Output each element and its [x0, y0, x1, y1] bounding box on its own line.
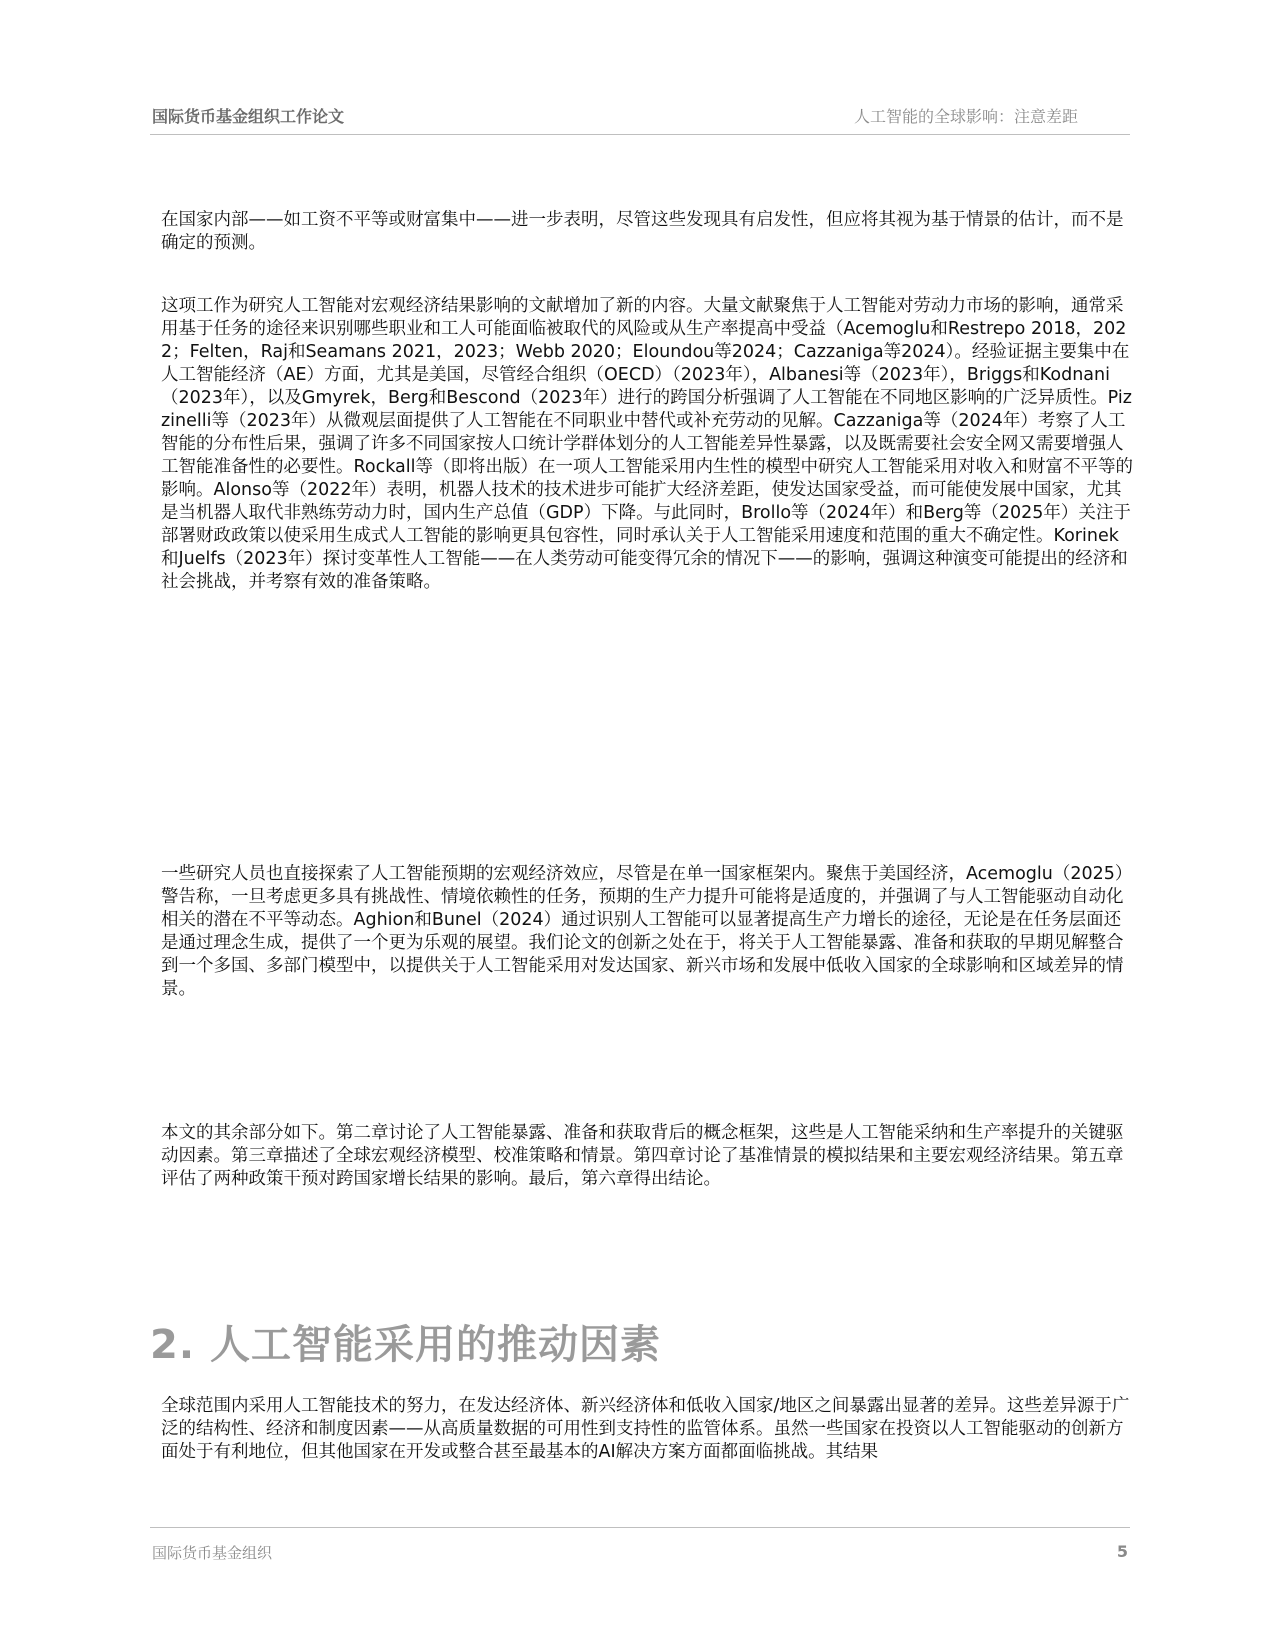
header-paper-title: 人工智能的全球影响：注意差距	[853, 107, 1078, 126]
footer-organization: 国际货币基金组织	[152, 1544, 273, 1562]
page-number: 5	[1116, 1542, 1128, 1561]
body-paragraph-1: 在国家内部——如工资不平等或财富集中——进一步表明，尽管这些发现具有启发性，但应将其视为基于情景的估计，而不是确定的预测。	[161, 210, 1124, 253]
body-paragraph-3: 一些研究人员也直接探索了人工智能预期的宏观经济效应，尽管是在单一国家框架内。聚焦于美国经济，Acemoglu（2025）警告称，一旦考虑更多具有挑战性、情境依赖性的任务，预期的生产力提升可能将是适度的，并强调了与人工智能驱动自动化相关的潜在不平等动态。Aghion和Bunel（2024）通过识别人工智能可以显著提高生产力增长的途径，无论是在任务层面还是通过理念生成，提供了一个更为乐观的展望。我们论文的创新之处在于，将关于人工智能暴露、准备和获取的早期见解整合到一个多国、多部门模型中，以提供关于人工智能采用对发达国家、新兴市场和发展中低收入国家的全球影响和区域差异的情景。	[161, 864, 1133, 999]
body-paragraph-4: 本文的其余部分如下。第二章讨论了人工智能暴露、准备和获取背后的概念框架，这些是人工智能采纳和生产率提升的关键驱动因素。第三章描述了全球宏观经济模型、校准策略和情景。第四章讨论了基准情景的模拟结果和主要宏观经济结果。第五章评估了两种政策干预对跨国家增长结果的影响。最后，第六章得出结论。	[161, 1123, 1124, 1189]
page-footer	[150, 1527, 1130, 1562]
body-paragraph-5: 全球范围内采用人工智能技术的努力，在发达经济体、新兴经济体和低收入国家/地区之间暴露出显著的差异。这些差异源于广泛的结构性、经济和制度因素——从高质量数据的可用性到支持性的监管体系。虽然一些国家在投资以人工智能驱动的创新方面处于有利地位，但其他国家在开发或整合甚至最基本的AI解决方案方面都面临挑战。其结果	[161, 1396, 1130, 1462]
section-heading: 2. 人工智能采用的推动因素	[150, 1322, 661, 1368]
header-publication-title: 国际货币基金组织工作论文	[152, 107, 345, 126]
body-paragraph-2: 这项工作为研究人工智能对宏观经济结果影响的文献增加了新的内容。大量文献聚焦于人工智能对劳动力市场的影响，通常采用基于任务的途径来识别哪些职业和工人可能面临被取代的风险或从生产率提高中受益（Acemoglu和Restrepo 2018，2022；Felten，Raj和Seamans 2021，2023；Webb 2020；Eloundou等2024；Cazzaniga等2024）。经验证据主要集中在人工智能经济（AE）方面，尤其是美国，尽管经合组织（OECD）（2023年），Albanesi等（2023年），Briggs和Kodnani（2023年），以及Gmyrek，Berg和Bescond（2023年）进行的跨国分析强调了人工智能在不同地区影响的广泛异质性。Pizzinelli等（2023年）从微观层面提供了人工智能在不同职业中替代或补充劳动的见解。Cazzaniga等（2024年）考察了人工智能的分布性后果，强调了许多不同国家按人口统计学群体划分的人工智能差异性暴露，以及既需要社会安全网又需要增强人工智能准备性的必要性。Rockall等（即将出版）在一项人工智能采用内生性的模型中研究人工智能采用对收入和财富不平等的影响。Alonso等（2022年）表明，机器人技术的技术进步可能扩大经济差距，使发达国家受益，而可能使发展中国家，尤其是当机器人取代非熟练劳动力时，国内生产总值（GDP）下降。与此同时，Brollo等（2024年）和Berg等（2025年）关注于部署财政政策以使采用生成式人工智能的影响更具包容性，同时承认关于人工智能采用速度和范围的重大不确定性。Korinek和Juelfs（2023年）探讨变革性人工智能——在人类劳动可能变得冗余的情况下——的影响，强调这种演变可能提出的经济和社会挑战，并考察有效的准备策略。	[161, 296, 1133, 592]
page-header	[150, 98, 1130, 135]
